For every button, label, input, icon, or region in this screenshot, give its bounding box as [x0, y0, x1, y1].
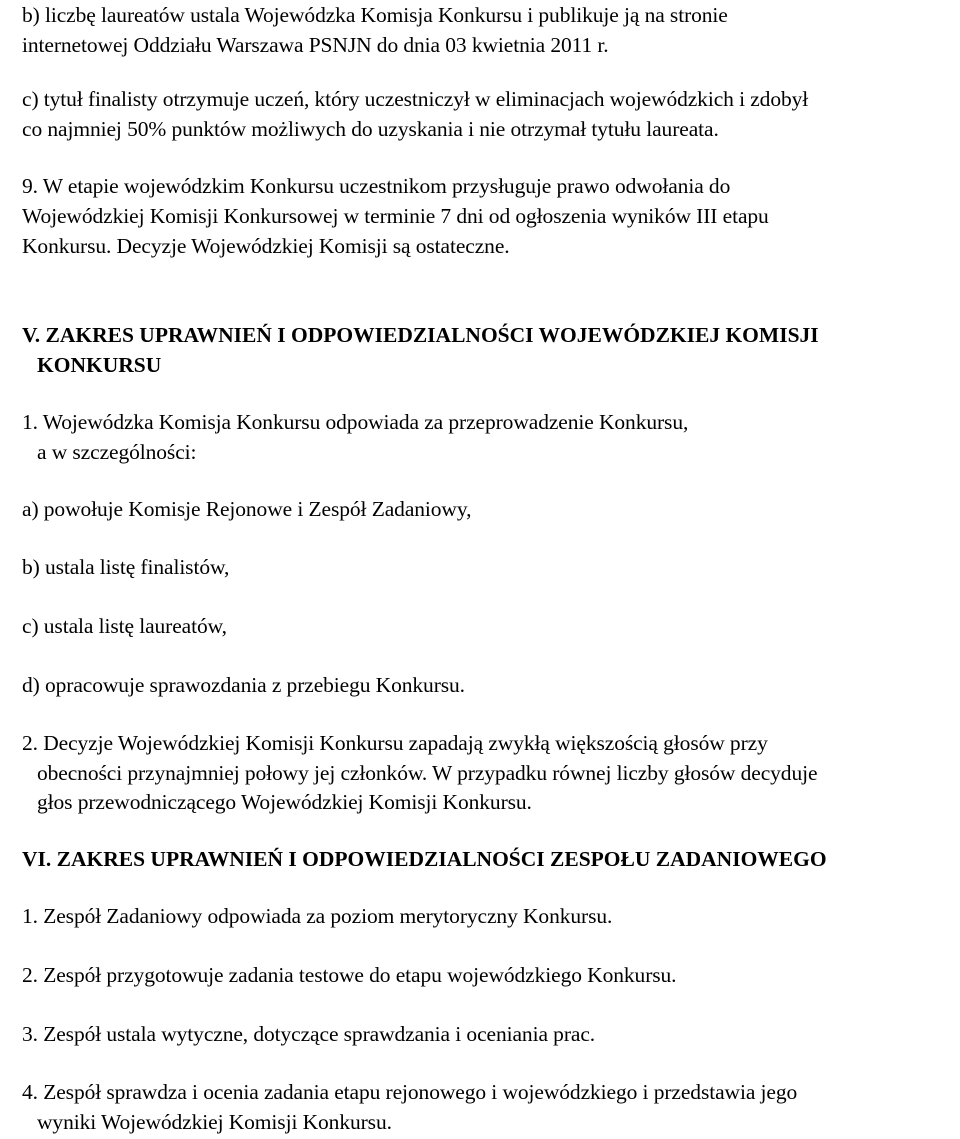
text-line: internetowej Oddziału Warszawa PSNJN do dnia 03 kwietnia 2011 r. [22, 33, 609, 57]
list-item: 2. Zespół przygotowuje zadania testowe do etapu wojewódzkiego Konkursu. [22, 963, 677, 987]
list-item: 4. Zespół sprawdza i ocenia zadania etapu rejonowego i wojewódzkiego i przedstawia jego [22, 1080, 798, 1104]
text-line: wyniki Wojewódzkiej Komisji Konkursu. [37, 1110, 392, 1134]
section-heading: VI. ZAKRES UPRAWNIEŃ I ODPOWIEDZIALNOŚCI ZESPOŁU ZADANIOWEGO [22, 847, 827, 871]
list-item: c) ustala listę laureatów, [22, 614, 227, 638]
text-line: 2. Decyzje Wojewódzkiej Komisji Konkursu zapadają zwykłą większością głosów przy [22, 731, 768, 755]
list-item: 3. Zespół ustala wytyczne, dotyczące sprawdzania i oceniania prac. [22, 1022, 596, 1046]
text-line: a w szczególności: [37, 440, 197, 464]
text-line: c) tytuł finalisty otrzymuje uczeń, który uczestniczył w eliminacjach wojewódzkich i zdobył [22, 87, 809, 111]
text-line: Wojewódzkiej Komisji Konkursowej w terminie 7 dni od ogłoszenia wyników III etapu [22, 204, 769, 228]
section-heading: V. ZAKRES UPRAWNIEŃ I ODPOWIEDZIALNOŚCI WOJEWÓDZKIEJ KOMISJI [22, 323, 819, 347]
list-item: b) ustala listę finalistów, [22, 555, 230, 579]
section-heading: KONKURSU [37, 353, 162, 377]
list-item: d) opracowuje sprawozdania z przebiegu Konkursu. [22, 673, 465, 697]
text-line: Konkursu. Decyzje Wojewódzkiej Komisji są ostateczne. [22, 234, 510, 258]
list-item: 1. Zespół Zadaniowy odpowiada za poziom merytoryczny Konkursu. [22, 904, 613, 928]
text-line: 1. Wojewódzka Komisja Konkursu odpowiada za przeprowadzenie Konkursu, [22, 410, 689, 434]
list-item: a) powołuje Komisje Rejonowe i Zespół Zadaniowy, [22, 497, 472, 521]
text-line: b) liczbę laureatów ustala Wojewódzka Komisja Konkursu i publikuje ją na stronie [22, 3, 728, 27]
text-line: głos przewodniczącego Wojewódzkiej Komisji Konkursu. [37, 790, 532, 814]
text-line: 9. W etapie wojewódzkim Konkursu uczestnikom przysługuje prawo odwołania do [22, 174, 731, 198]
text-line: co najmniej 50% punktów możliwych do uzyskania i nie otrzymał tytułu laureata. [22, 117, 719, 141]
text-line: obecności przynajmniej połowy jej członków. W przypadku równej liczby głosów decyduje [37, 761, 818, 785]
